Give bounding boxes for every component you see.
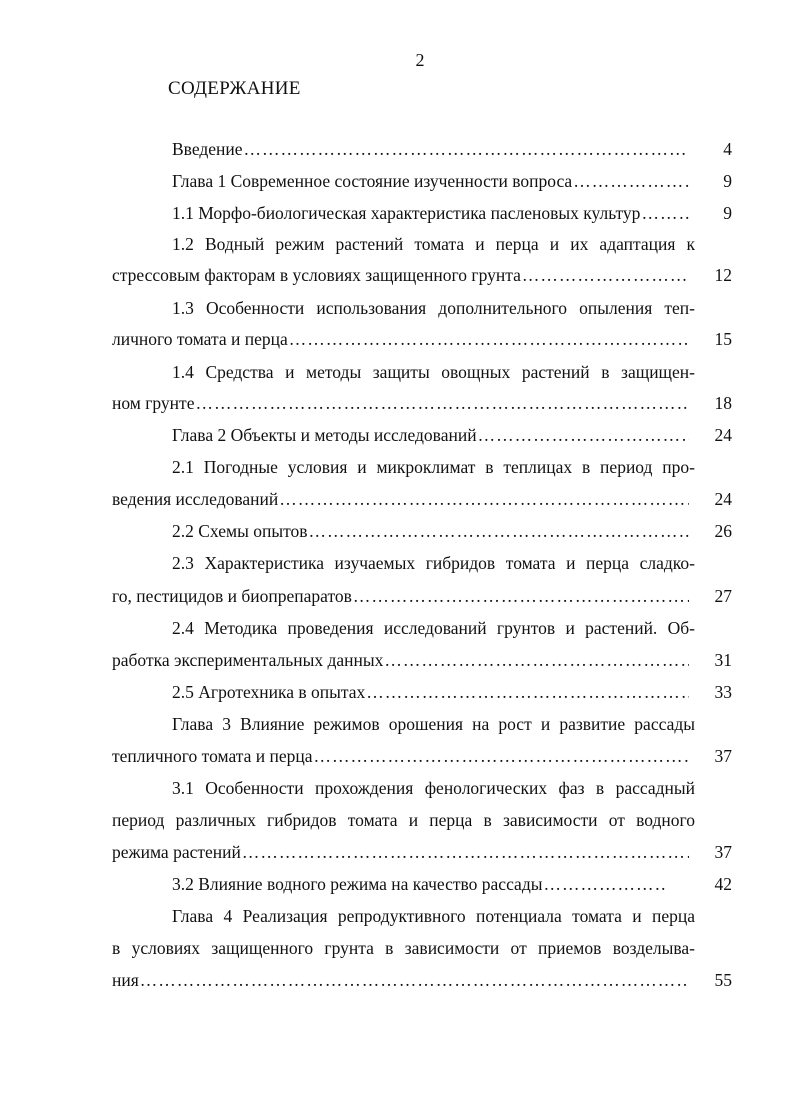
toc-entry-2-4-line2[interactable] — [112, 649, 690, 671]
toc-entry-intro[interactable] — [172, 138, 690, 160]
leader-dots — [242, 841, 689, 863]
leader-dots — [309, 520, 689, 542]
toc-entry-2-4-line1[interactable]: 2.4 Методика проведения исследований грунтов и растений. Об- — [172, 618, 695, 638]
toc-page-number: 27 — [714, 586, 732, 606]
toc-page-number: 37 — [714, 842, 732, 862]
leader-dots — [195, 392, 689, 414]
toc-entry-text: 2.2 Схемы опытов — [172, 521, 308, 541]
toc-entry-chapter-2[interactable] — [172, 424, 690, 446]
toc-entry-1-2-line2[interactable] — [112, 264, 690, 286]
toc-entry-2-1-line2[interactable] — [112, 488, 690, 510]
toc-entry-2-5[interactable] — [172, 681, 690, 703]
leader-dots — [573, 170, 689, 192]
toc-entry-chapter-3-line2[interactable] — [112, 745, 690, 767]
leader-dots — [384, 649, 689, 671]
toc-entry-1-3-line2[interactable] — [112, 328, 690, 350]
toc-entry-text: го, пестицидов и биопрепаратов — [112, 586, 352, 606]
toc-entry-1-2-line1[interactable]: 1.2 Водный режим растений томата и перца и их адаптация к — [172, 234, 695, 254]
toc-page-number: 12 — [714, 265, 732, 285]
toc-entry-text: Глава 1 Современное состояние изученности вопроса — [172, 171, 573, 191]
toc-entry-text: 2.5 Агротехника в опытах — [172, 682, 366, 702]
leader-dots — [289, 328, 689, 350]
leader-dots — [244, 138, 689, 160]
toc-entry-text: Глава 2 Объекты и методы исследований — [172, 425, 477, 445]
toc-entry-chapter-3-line1[interactable]: Глава 3 Влияние режимов орошения на рост и развитие рассады — [172, 714, 695, 734]
toc-page-number: 42 — [714, 874, 732, 894]
toc-entry-text: ном грунте — [112, 393, 195, 413]
leader-dots — [543, 873, 667, 895]
toc-entry-2-1-line1[interactable]: 2.1 Погодные условия и микроклимат в теплицах в период про- — [172, 457, 695, 477]
toc-entry-text: ния — [112, 970, 139, 990]
toc-heading: СОДЕРЖАНИЕ — [168, 78, 301, 99]
toc-page-number: 26 — [714, 521, 732, 541]
toc-page-number: 9 — [723, 171, 732, 191]
toc-entry-chapter-4-line2[interactable]: в условиях защищенного грунта в зависимости от приемов возделыва- — [112, 938, 695, 958]
toc-entry-text: работка экспериментальных данных — [112, 650, 384, 670]
toc-page-number: 55 — [714, 970, 732, 990]
toc-entry-chapter-4-line1[interactable]: Глава 4 Реализация репродуктивного потенциала томата и перца — [172, 906, 695, 926]
leader-dots — [478, 424, 689, 446]
leader-dots — [353, 585, 689, 607]
toc-entry-text: 3.2 Влияние водного режима на качество рассады — [172, 874, 543, 894]
toc-entry-3-2[interactable] — [172, 873, 668, 895]
toc-entry-text: Введение — [172, 139, 243, 159]
toc-entry-2-3-line2[interactable] — [112, 585, 690, 607]
leader-dots — [522, 264, 689, 286]
toc-page-number: 31 — [714, 650, 732, 670]
toc-page-number: 15 — [714, 329, 732, 349]
toc-entry-3-1-line3[interactable] — [112, 841, 690, 863]
toc-page-number: 24 — [714, 425, 732, 445]
toc-entry-3-1-line2[interactable]: период различных гибридов томата и перца в зависимости от водного — [112, 810, 695, 830]
toc-page-number: 24 — [714, 489, 732, 509]
toc-entry-1-4-line1[interactable]: 1.4 Средства и методы защиты овощных растений в защищен- — [172, 362, 695, 382]
toc-entry-1-4-line2[interactable] — [112, 392, 690, 414]
toc-entry-text: 1.1 Морфо-биологическая характеристика пасленовых культур — [172, 203, 641, 223]
toc-entry-1-1[interactable] — [172, 202, 690, 224]
toc-page-number: 18 — [714, 393, 732, 413]
toc-entry-2-3-line1[interactable]: 2.3 Характеристика изучаемых гибридов томата и перца сладко- — [172, 553, 695, 573]
toc-page-number: 33 — [714, 682, 732, 702]
page-number: 2 — [415, 50, 425, 70]
toc-entry-chapter-4-line3[interactable] — [112, 969, 690, 991]
toc-entry-chapter-1[interactable] — [172, 170, 690, 192]
toc-page-number: 4 — [723, 139, 732, 159]
toc-entry-3-1-line1[interactable]: 3.1 Особенности прохождения фенологических фаз в рассадный — [172, 778, 695, 798]
toc-page-number: 37 — [714, 746, 732, 766]
toc-entry-text: личного томата и перца — [112, 329, 288, 349]
leader-dots — [641, 202, 689, 224]
leader-dots — [279, 488, 689, 510]
toc-page-number: 9 — [723, 203, 732, 223]
toc-entry-1-3-line1[interactable]: 1.3 Особенности использования дополнительного опыления теп- — [172, 298, 695, 318]
toc-entry-text: стрессовым факторам в условиях защищенного грунта — [112, 265, 521, 285]
toc-entry-2-2[interactable] — [172, 520, 690, 542]
leader-dots — [140, 969, 689, 991]
toc-entry-text: режима растений — [112, 842, 241, 862]
leader-dots — [314, 745, 689, 767]
toc-entry-text: ведения исследований — [112, 489, 279, 509]
toc-entry-text: тепличного томата и перца — [112, 746, 313, 766]
leader-dots — [366, 681, 689, 703]
